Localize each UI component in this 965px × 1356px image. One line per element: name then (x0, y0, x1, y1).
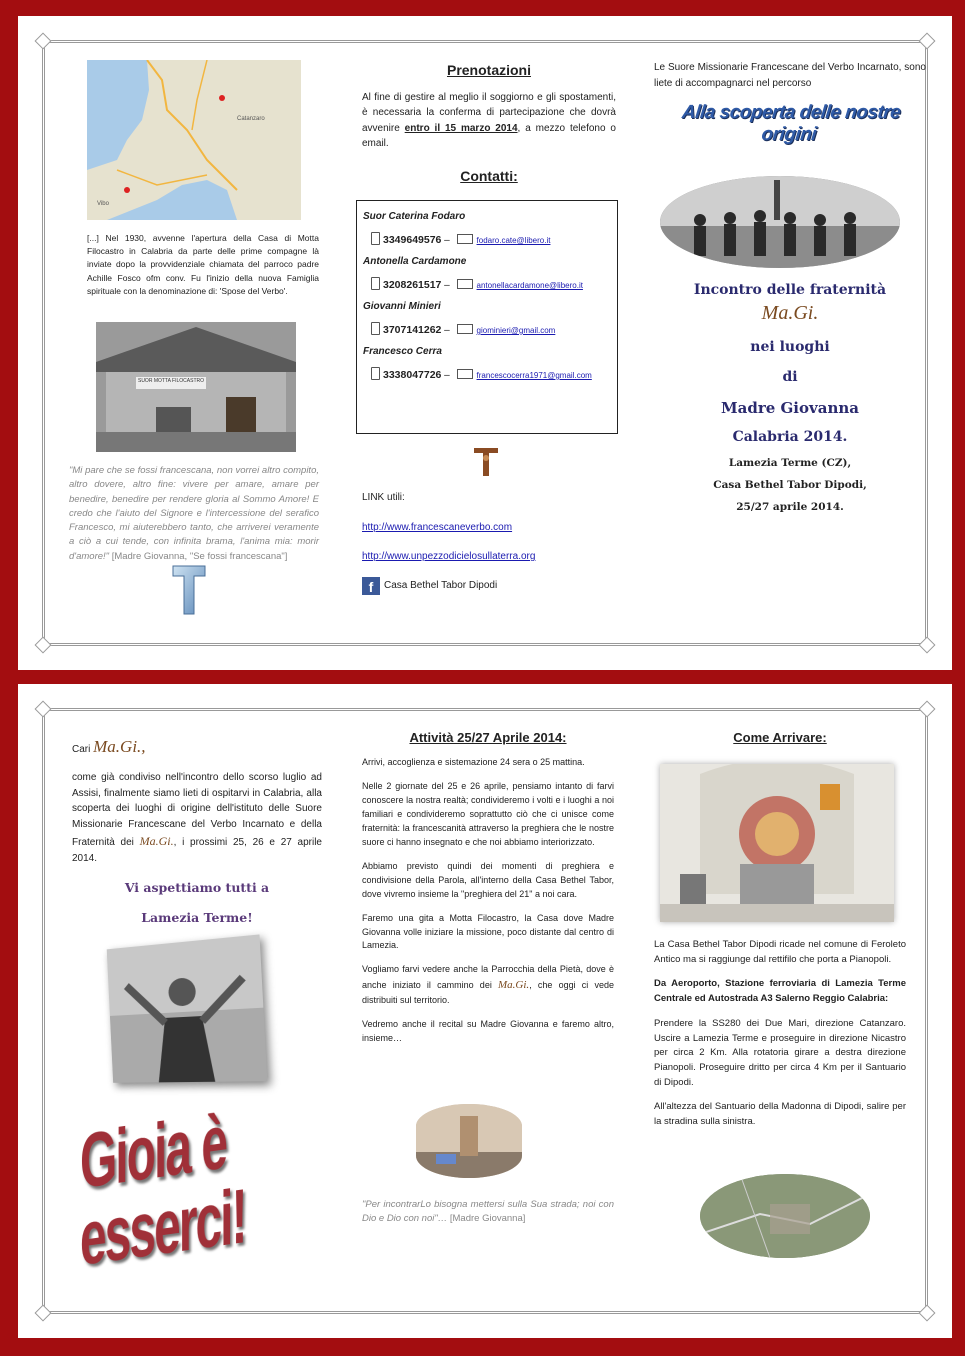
contact-line: 3707141262 – giominieri@gmail.com (371, 322, 611, 336)
facebook-link[interactable] (362, 577, 622, 595)
contact-phone[interactable]: 3707141262 (383, 324, 442, 336)
intro-text: [...] Nel 1930, avvenne l'apertura della Casa di Motta Filocastro in Calabria da parte delle prime compagne là inviate dopo la provvidenziale chiamata del parroco padre Achille Fosco ofm conv. Fu l'inizio della nuova Famiglia spirituale con la denominazione di: 'Spose del Verbo'. (87, 233, 319, 296)
activities-p5: Vogliamo farvi vedere anche la Parrocchia della Pietà, dove è anche iniziato il cammino dei Ma.Gi., che oggi ci vede distribuiti sul territorio. (362, 964, 614, 1006)
contatti-title: Contatti: (460, 167, 518, 184)
directions-p3: Prendere la SS280 dei Due Mari, direzione Catanzaro. Uscire a Lamezia Terme e proseguire in direzione Nicastro per circa 2 Km. Alla rotatoria girare a destra direzione Pianopoli. Proseguire dritto per circa 4 Km per il Santuario di Dipodi. (654, 1017, 906, 1088)
email-icon (457, 369, 473, 379)
phone-icon (371, 232, 380, 245)
incontrarlo-quote (362, 1198, 614, 1227)
headline-wordart: Alla scoperta delle nostre origini (680, 102, 902, 145)
chapel-altar-photo (660, 764, 894, 922)
activities-p6: Vedremo anche il recital su Madre Giovanna e faremo altro, insieme… (362, 1019, 614, 1044)
title-line-2: nei luoghi (750, 339, 830, 355)
contact-phone[interactable]: 3208261517 (383, 279, 442, 291)
contact-line: 3349649576 – fodaro.cate@libero.it (371, 232, 611, 246)
directions-p1: La Casa Bethel Tabor Dipodi ricade nel comune di Feroleto Antico ma si raggiunge dal rettifilo che porta a Pianopoli. (654, 939, 906, 965)
greeting (72, 734, 322, 760)
directions-column (654, 728, 906, 756)
activities-column (362, 728, 614, 1046)
title-line-1: Incontro delle fraternità (693, 282, 887, 298)
contact-name: Giovanni Minieri (363, 301, 441, 312)
phone-icon (371, 322, 380, 335)
greeting-magi: Ma.Gi., (93, 737, 146, 756)
title-line-5: Calabria 2014. (732, 429, 848, 445)
francescana-quote (69, 464, 319, 564)
brochure-page-outside (18, 16, 952, 670)
quote-source: [Madre Giovanna, "Se fossi francescana"] (111, 550, 288, 562)
prenotazioni-deadline: entro il 15 marzo 2014 (404, 122, 518, 134)
links-title: LINK utili: (362, 492, 405, 503)
link-unpezzodicielo[interactable]: http://www.unpezzodicielosullaterra.org (362, 551, 536, 562)
link-francescaneverbo[interactable]: http://www.francescaneverbo.com (362, 521, 513, 533)
greeting-text: Cari (72, 744, 91, 755)
activities-p3: Abbiamo previsto quindi dei momenti di preghiera e condivisione della Parola, all'interno della Casa Bethel Tabor, dove vivremo insieme la "preghiera del 21" a noi cara. (362, 860, 614, 899)
links-section (362, 490, 622, 595)
activities-p1: Arrivi, accoglienza e sistemazione 24 sera o 25 mattina. (362, 757, 585, 768)
svg-text:Catanzaro: Catanzaro (237, 116, 265, 122)
franciscan-cross-icon (472, 444, 500, 478)
contact-email[interactable]: antonellacardamone@libero.it (476, 281, 583, 290)
group-photo (660, 176, 900, 268)
email-icon (457, 234, 473, 244)
contact-phone[interactable]: 3349649576 (383, 234, 442, 246)
area-satellite-map (700, 1174, 870, 1258)
magi-logo-text: Ma.Gi. (761, 302, 819, 324)
title-line-3: di (782, 369, 798, 385)
email-icon (457, 279, 473, 289)
contact-name: Antonella Cardamone (363, 256, 467, 267)
phone-icon (371, 367, 380, 380)
motta-filocastro-photo (96, 322, 296, 452)
gioia-wordart: Gioia è esserci! (80, 1100, 246, 1283)
contact-email[interactable]: fodaro.cate@libero.it (476, 236, 551, 245)
quote-text: "Per incontrarLo bisogna mettersi sulla Sua strada; noi con Dio e Dio con noi"… (362, 1199, 614, 1225)
contact-phone[interactable]: 3338047726 (383, 369, 442, 381)
chapel-room-photo (416, 1104, 522, 1178)
svg-text:Vibo: Vibo (97, 201, 109, 207)
activities-p2: Nelle 2 giornate del 25 e 26 aprile, pensiamo intanto di farvi conoscere la nostra realtà; condivideremo i volti e i luoghi a noi familiari e condivideremo soprattutto ciò che ci unisce come fraternità: la francescanità attraverso la preghiera che le nostre suore ci hanno insegnato e che noi abbiamo interiorizzato. (362, 781, 614, 847)
event-dates: 25/27 aprile 2014. (736, 501, 844, 513)
quote-source: [Madre Giovanna] (449, 1213, 526, 1225)
contact-line: 3338047726 – francescocerra1971@gmail.com (371, 367, 611, 381)
contact-name: Francesco Cerra (363, 346, 442, 357)
email-icon (457, 324, 473, 334)
prenotazioni-text: Al fine di gestire al meglio il soggiorno e gli spostamenti, è necessaria la conferma di partecipazione che dovrà avvenire entro il 15 marzo 2014, a mezzo telefono o email. (362, 91, 616, 150)
activities-title: Attività 25/27 Aprile 2014: (409, 730, 567, 745)
phone-icon (371, 277, 380, 290)
madre-giovanna-photo (107, 934, 268, 1082)
contact-email[interactable]: giominieri@gmail.com (476, 326, 556, 335)
directions-text (654, 938, 906, 1130)
brochure-page-inside (18, 684, 952, 1338)
contacts-box (356, 200, 618, 434)
calabria-map-image (87, 60, 301, 220)
contact-line: 3208261517 – antonellacardamone@libero.it (371, 277, 611, 291)
tau-cross-icon (171, 562, 207, 618)
facebook-icon: f (362, 577, 380, 595)
activities-p4: Faremo una gita a Motta Filocastro, la Casa dove Madre Giovanna volle iniziare la missione, poco distante dal centro di Lamezia. (362, 912, 614, 951)
prenotazioni-title: Prenotazioni (446, 62, 531, 78)
right-intro: Le Suore Missionarie Francescane del Verbo Incarnato, sono liete di accompagnarci nel percorso (654, 62, 926, 89)
middle-column-page1 (362, 60, 616, 195)
directions-p4: All'altezza del Santuario della Madonna di Dipodi, salire per la stradina sulla sinistra. (654, 1101, 906, 1128)
event-title-block (654, 282, 926, 513)
quote-text: "Mi pare che se fossi francescana, non vorrei altro compito, altro dovere, altro fine: vivere per amare, amare per benedire, benedire per rendere gloria al Sommo Amore! E credo che l'aiuto del Signore e l'intercessione del serafico Francesco, mi aiuterebbero tanto, che arriverei veramente a ciò a cui tende, con infinita brama, l'anima mia: morir d'amore!" (69, 465, 319, 562)
facebook-label: Casa Bethel Tabor Dipodi (384, 579, 498, 591)
welcome-text: come già condiviso nell'incontro dello scorso luglio ad Assisi, finalmente siamo lieti di ospitarvi in Calabria, alla scoperta dei luoghi di origine dell'istituto delle Suore Missionarie Francescane del Verbo Incarnato e della Fraternità dei Ma.Gi., i prossimi 25, 26 e 27 aprile 2014. (72, 772, 322, 864)
building-sign-text: SUOR MOTTA FILOCASTRO (137, 378, 205, 384)
directions-p2: Da Aeroporto, Stazione ferroviaria di Lamezia Terme Centrale ed Autostrada A3 Salerno Reggio Calabria: (654, 978, 906, 1005)
event-place-1: Lamezia Terme (CZ), (728, 457, 852, 469)
event-place-2: Casa Bethel Tabor Dipodi, (713, 479, 867, 491)
invite-line-2: Lamezia Terme! (141, 910, 253, 925)
title-line-4: Madre Giovanna (721, 399, 859, 417)
directions-title: Come Arrivare: (733, 730, 827, 745)
contact-name: Suor Caterina Fodaro (363, 211, 466, 222)
invite-line-1: Vi aspettiamo tutti a (124, 880, 270, 895)
contact-email[interactable]: francescocerra1971@gmail.com (476, 371, 592, 380)
